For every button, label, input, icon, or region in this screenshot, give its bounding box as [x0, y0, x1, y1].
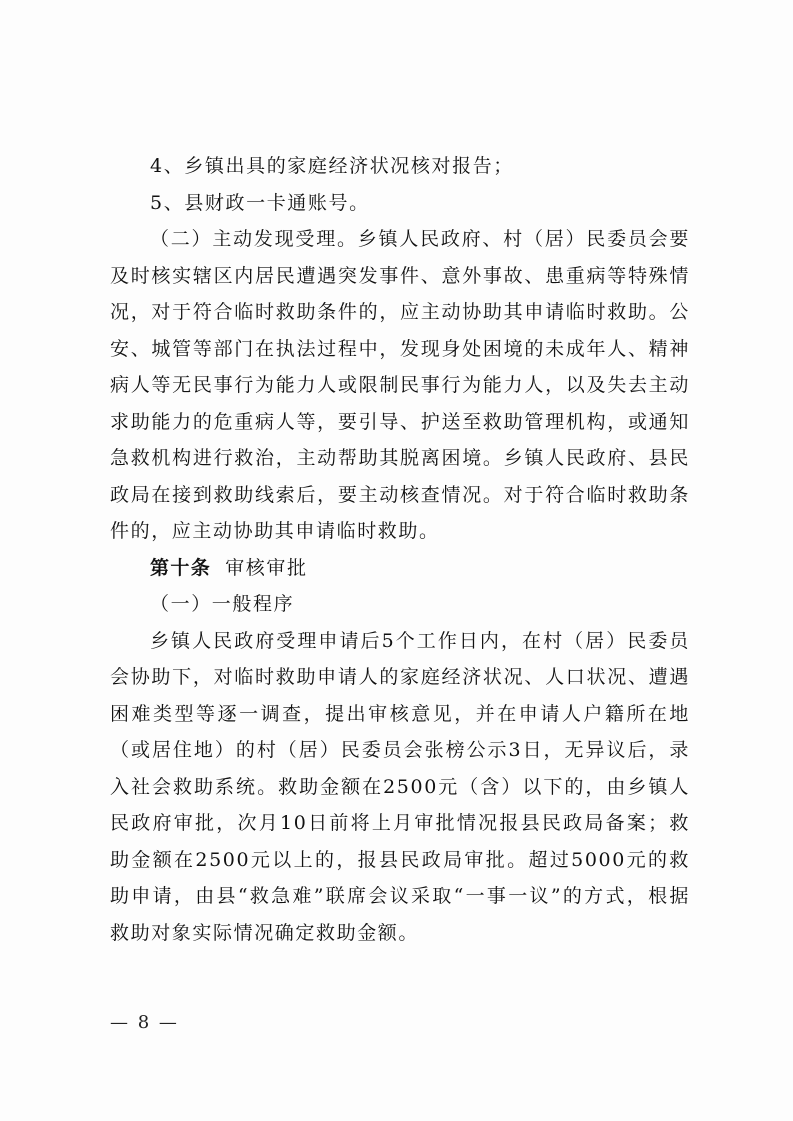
- article-title: 审核审批: [225, 556, 308, 579]
- page-number: — 8 —: [110, 1012, 179, 1033]
- subsection-general-procedure: （一）一般程序: [150, 593, 295, 615]
- document-body: [110, 148, 690, 951]
- article-heading: [110, 550, 690, 587]
- section-active-discovery: （二）主动发现受理。乡镇人民政府、村（居）民委员会要及时核实辖区内居民遭遇突发事件、意外事故、患重病等特殊情况，对于符合临时救助条件的，应主动协助其申请临时救助。公安、城管等部门在执法过程中，发现身处困境的未成年人、精神病人等无民事行为能力人或限制民事行为能力人，以及失去主动求助能力的危重病人等，要引导、护送至救助管理机构，或通知急救机构进行救治，主动帮助其脱离困境。乡镇人民政府、县民政局在接到救助线索后，要主动核查情况。对于符合临时救助条件的，应主动协助其申请临时救助。: [110, 228, 690, 542]
- list-item-5: 5、县财政一卡通账号。: [150, 191, 370, 214]
- article-label: 第十条: [150, 556, 212, 579]
- body-paragraph: 乡镇人民政府受理申请后5个工作日内，在村（居）民委员会协助下，对临时救助申请人的家庭经济状况、人口状况、遭遇困难类型等逐一调查，提出审核意见，并在申请人户籍所在地（或居住地）的村（居）民委员会张榜公示3日，无异议后，录入社会救助系统。救助金额在2500元（含）以下的，由乡镇人民政府审批，次月10日前将上月审批情况报县民政局备案；救助金额在2500元以上的，报县民政局审批。超过5000元的救助申请，由县“救急难”联席会议采取“一事一议”的方式，根据救助对象实际情况确定救助金额。: [110, 629, 690, 944]
- list-item-4: 4、乡镇出具的家庭经济状况核对报告；: [150, 155, 514, 177]
